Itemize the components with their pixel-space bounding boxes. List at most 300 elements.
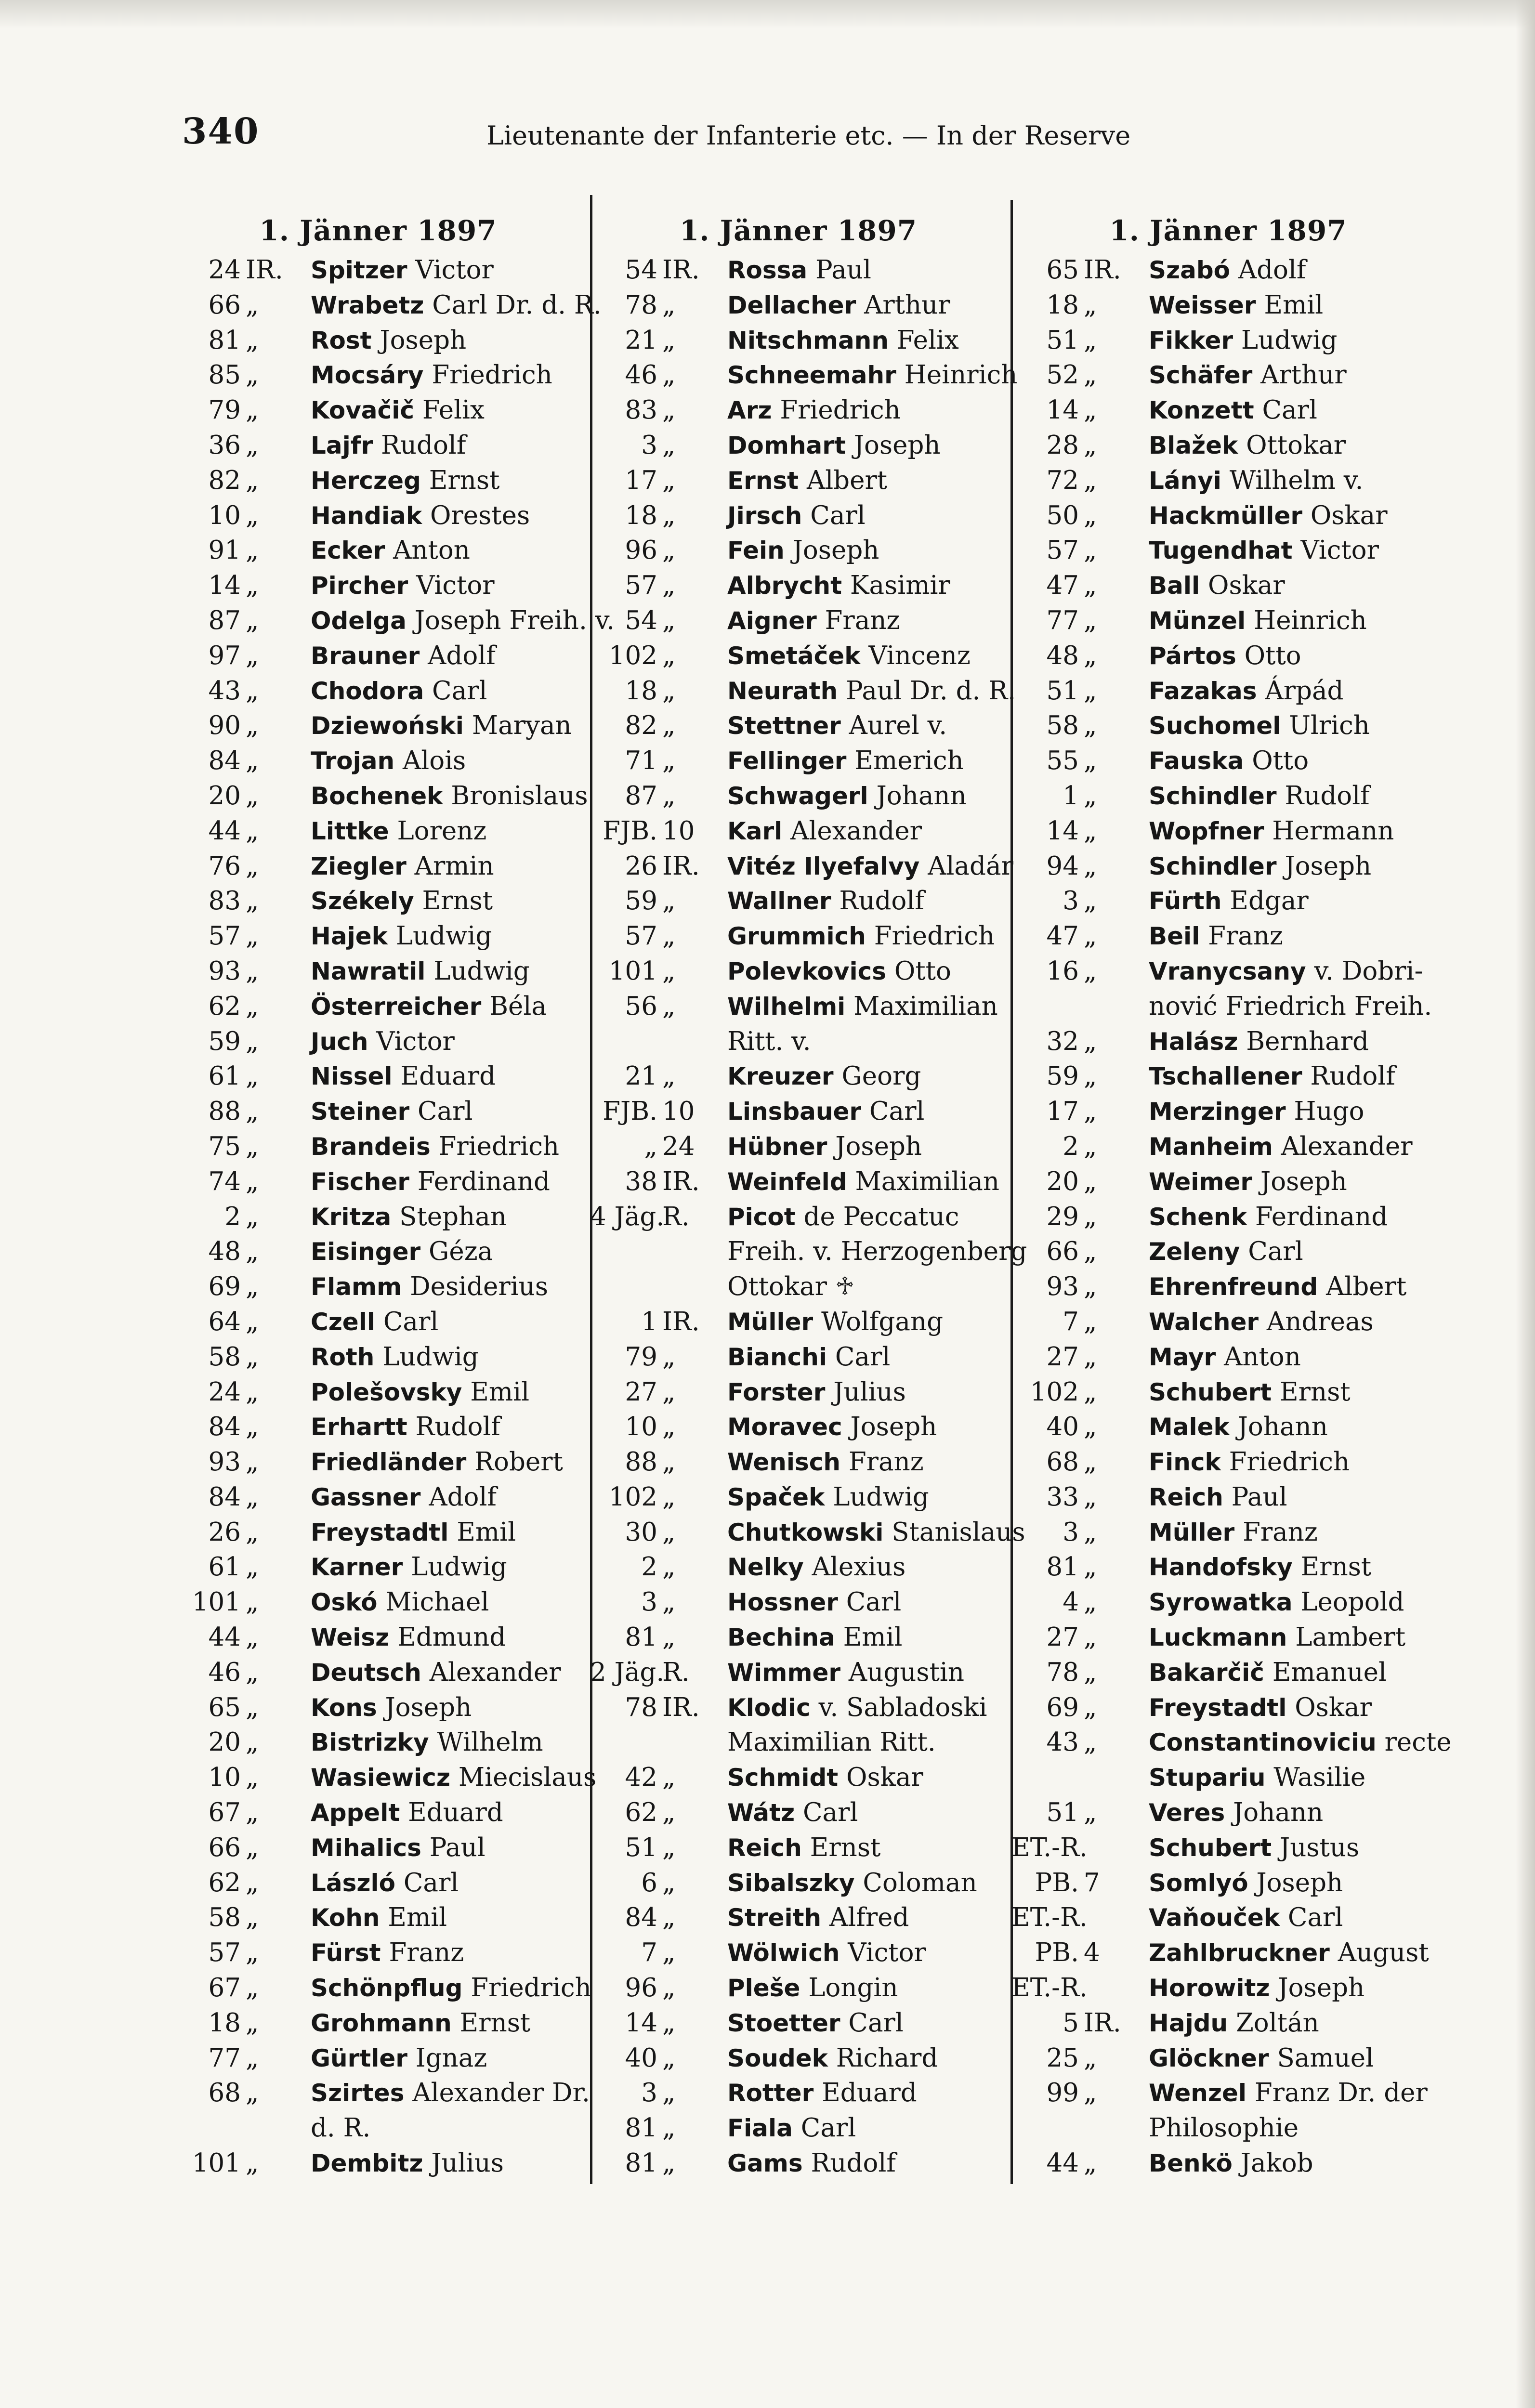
surname: Lányi bbox=[1149, 466, 1221, 495]
given-name: Carl Dr. d. R. bbox=[432, 290, 602, 320]
list-item bbox=[1011, 1129, 1445, 1165]
running-head: Lieutenante der Infanterie etc. — In der Reserve bbox=[486, 120, 1131, 151]
unit-abbrev: „ bbox=[1084, 886, 1097, 916]
given-name: Paul bbox=[1231, 1482, 1287, 1512]
list-item bbox=[173, 708, 583, 744]
list-item bbox=[173, 1760, 597, 1795]
surname: Luckmann bbox=[1149, 1623, 1287, 1652]
list-item bbox=[173, 1936, 583, 1971]
surname: Fiala bbox=[727, 2114, 793, 2143]
regiment-number: 48 bbox=[208, 1237, 241, 1267]
surname: Weimer bbox=[1149, 1167, 1253, 1196]
list-item bbox=[590, 463, 1007, 498]
officer-name bbox=[1149, 2076, 1428, 2111]
surname: Dziewoński bbox=[311, 712, 464, 740]
given-name: Ottokar bbox=[1246, 430, 1346, 460]
regiment-number: „ bbox=[644, 1131, 657, 1161]
regiment-number: 102 bbox=[1030, 1377, 1079, 1407]
surname: Wátz bbox=[727, 1799, 795, 1827]
regiment-number: 50 bbox=[1046, 500, 1079, 530]
unit-abbrev: „ bbox=[1084, 2078, 1097, 2108]
officer-name bbox=[727, 954, 951, 989]
officer-name bbox=[727, 2041, 938, 2076]
list-item bbox=[1011, 323, 1445, 358]
surname: Smetáček bbox=[727, 641, 861, 670]
unit-abbrev: „ bbox=[246, 676, 259, 706]
unit-abbrev: IR. bbox=[1084, 255, 1121, 285]
officer-name bbox=[727, 1620, 902, 1655]
list-item bbox=[590, 2146, 1007, 2181]
unit-abbrev: „ bbox=[1084, 325, 1097, 355]
given-name: Freih. v. Herzogenberg bbox=[727, 1237, 1027, 1267]
list-item bbox=[590, 323, 1007, 358]
list-item bbox=[1011, 919, 1445, 954]
list-item bbox=[590, 288, 1007, 323]
regiment-number: 43 bbox=[1046, 1727, 1079, 1757]
list-item bbox=[173, 2006, 583, 2041]
officer-name bbox=[1149, 1269, 1406, 1305]
regiment-number: 48 bbox=[1046, 641, 1079, 670]
given-name: Leopold bbox=[1300, 1587, 1404, 1617]
unit-abbrev: „ bbox=[246, 605, 259, 635]
unit-abbrev: „ bbox=[246, 500, 259, 530]
unit-abbrev: „ bbox=[246, 1026, 259, 1056]
given-name: Emanuel bbox=[1272, 1657, 1387, 1687]
surname: Müller bbox=[1149, 1518, 1235, 1546]
column-heading: 1. Jänner 1897 bbox=[679, 214, 918, 247]
surname: Schäfer bbox=[1149, 361, 1253, 390]
unit-abbrev: „ bbox=[1084, 641, 1097, 670]
unit-abbrev: „ bbox=[246, 1763, 259, 1793]
unit-abbrev: „ bbox=[246, 536, 259, 565]
officer-name bbox=[1149, 989, 1432, 1024]
surname: Malek bbox=[1149, 1413, 1230, 1441]
surname: Reich bbox=[727, 1833, 802, 1862]
list-item bbox=[1011, 1410, 1445, 1445]
given-name: Edgar bbox=[1230, 886, 1309, 916]
officer-name bbox=[1149, 1129, 1413, 1165]
regiment-number: 85 bbox=[208, 360, 241, 390]
officer-name bbox=[311, 1795, 503, 1831]
surname: Kovačič bbox=[311, 396, 414, 425]
surname: Suchomel bbox=[1149, 712, 1281, 740]
given-name: Felix bbox=[896, 325, 959, 355]
list-item bbox=[173, 393, 583, 428]
officer-name bbox=[727, 1024, 811, 1060]
given-name: Rudolf bbox=[381, 430, 466, 460]
surname: Schindler bbox=[1149, 782, 1277, 810]
surname: Flamm bbox=[311, 1273, 402, 1301]
officer-name bbox=[727, 568, 950, 603]
officer-name bbox=[727, 1200, 959, 1235]
unit-abbrev: „ bbox=[246, 1692, 259, 1722]
surname: Veres bbox=[1149, 1799, 1225, 1827]
unit-abbrev: „ bbox=[1084, 1798, 1097, 1828]
given-name: Franz Dr. der bbox=[1254, 2078, 1428, 2108]
regiment-number: 77 bbox=[208, 2043, 241, 2073]
list-item bbox=[1011, 1305, 1445, 1340]
unit-abbrev: „ bbox=[662, 1868, 676, 1898]
surname: Deutsch bbox=[311, 1658, 421, 1687]
officer-name bbox=[311, 393, 485, 428]
given-name: Eduard bbox=[400, 1061, 496, 1091]
officer-name bbox=[311, 1900, 447, 1936]
given-name: Béla bbox=[489, 991, 547, 1021]
officer-name bbox=[727, 919, 995, 954]
given-name: Ernst bbox=[429, 465, 500, 495]
unit-abbrev: „ bbox=[246, 1657, 259, 1687]
given-name: Michael bbox=[385, 1587, 489, 1617]
page-number: 340 bbox=[182, 111, 260, 152]
given-name: Victor bbox=[1300, 536, 1379, 565]
regiment-number: 2 bbox=[1063, 1131, 1079, 1161]
unit-abbrev: „ bbox=[1084, 1097, 1097, 1126]
officer-name bbox=[311, 1269, 548, 1305]
unit-abbrev: „ bbox=[246, 1938, 259, 1968]
officer-name bbox=[1149, 919, 1283, 954]
regiment-number: 38 bbox=[625, 1166, 657, 1196]
entry-list bbox=[1011, 253, 1452, 2181]
officer-name bbox=[727, 639, 971, 674]
list-item bbox=[1011, 954, 1445, 989]
list-item bbox=[173, 428, 583, 463]
unit-abbrev: „ bbox=[1084, 1552, 1097, 1582]
officer-name bbox=[727, 989, 998, 1024]
unit-abbrev: „ bbox=[662, 360, 676, 390]
list-item bbox=[590, 1585, 1007, 1620]
regiment-number: 79 bbox=[208, 395, 241, 425]
regiment-number: 58 bbox=[1046, 711, 1079, 741]
unit-abbrev: „ bbox=[1084, 571, 1097, 601]
surname: Mihalics bbox=[311, 1833, 421, 1862]
officer-name bbox=[311, 323, 466, 358]
regiment-number: 84 bbox=[208, 1412, 241, 1442]
list-item bbox=[590, 884, 1007, 919]
surname: Neurath bbox=[727, 677, 838, 705]
regiment-number: 97 bbox=[208, 641, 241, 670]
unit-abbrev: „ bbox=[1084, 360, 1097, 390]
surname: Rost bbox=[311, 326, 372, 354]
regiment-number: ET.-R. bbox=[1011, 1903, 1088, 1933]
unit-abbrev: „ bbox=[662, 1377, 676, 1407]
officer-name bbox=[311, 1515, 516, 1550]
surname: Bianchi bbox=[727, 1343, 827, 1371]
given-name: Wilhelm v. bbox=[1229, 465, 1364, 495]
list-item bbox=[590, 1340, 1007, 1375]
regiment-number: 17 bbox=[1046, 1097, 1079, 1126]
list-item bbox=[173, 884, 583, 919]
column-3 bbox=[1011, 214, 1452, 2181]
regiment-number: 57 bbox=[208, 921, 241, 951]
list-item bbox=[173, 919, 583, 954]
surname: Schenk bbox=[1149, 1203, 1247, 1231]
surname: Nelky bbox=[727, 1553, 804, 1582]
unit-abbrev: „ bbox=[1084, 816, 1097, 846]
surname: Stoetter bbox=[727, 2009, 840, 2037]
given-name: Carl bbox=[432, 676, 487, 706]
given-name: Ernst bbox=[810, 1832, 881, 1862]
unit-abbrev: „ bbox=[1084, 2043, 1097, 2073]
list-item bbox=[1011, 1515, 1445, 1550]
given-name: Joseph bbox=[792, 536, 879, 565]
list-item bbox=[590, 1620, 1007, 1655]
regiment-number: 3 bbox=[641, 1587, 657, 1617]
regiment-number: 68 bbox=[1046, 1447, 1079, 1477]
surname: Klodic bbox=[727, 1693, 811, 1722]
officer-name bbox=[1149, 1831, 1359, 1866]
given-name: Victor bbox=[376, 1026, 455, 1056]
officer-name bbox=[311, 1936, 464, 1971]
surname: Polešovsky bbox=[311, 1378, 462, 1406]
officer-name bbox=[727, 498, 866, 534]
regiment-number: 99 bbox=[1046, 2078, 1079, 2108]
given-name: Emil bbox=[843, 1623, 903, 1652]
given-name: Friedrich bbox=[432, 360, 552, 390]
list-item bbox=[1011, 1480, 1445, 1515]
officer-name bbox=[311, 1725, 543, 1760]
surname: Halász bbox=[1149, 1027, 1238, 1056]
list-item bbox=[173, 1725, 583, 1760]
list-item bbox=[1011, 708, 1445, 744]
surname: Chutkowski bbox=[727, 1518, 884, 1546]
surname: Freystadtl bbox=[311, 1518, 449, 1546]
unit-abbrev: „ bbox=[246, 2148, 259, 2178]
list-item bbox=[590, 2041, 1007, 2076]
officer-name bbox=[311, 1094, 472, 1129]
regiment-number: 47 bbox=[1046, 571, 1079, 601]
list-item bbox=[590, 603, 1007, 639]
given-name: Kasimir bbox=[850, 571, 950, 601]
given-name: Ludwig bbox=[833, 1482, 929, 1512]
surname: Tschallener bbox=[1149, 1062, 1302, 1091]
list-item bbox=[590, 919, 1007, 954]
list-item bbox=[1011, 989, 1445, 1024]
unit-abbrev: „ bbox=[1084, 676, 1097, 706]
unit-abbrev: „ bbox=[246, 956, 259, 986]
unit-abbrev: „ bbox=[1084, 1272, 1097, 1302]
unit-abbrev: „ bbox=[1084, 1587, 1097, 1617]
unit-abbrev: „ bbox=[1084, 1657, 1097, 1687]
given-name: Carl bbox=[802, 1798, 858, 1828]
list-item bbox=[590, 1795, 1007, 1831]
regiment-number: FJB. bbox=[603, 1097, 657, 1126]
surname: Schindler bbox=[1149, 852, 1277, 880]
unit-abbrev: „ bbox=[662, 1798, 676, 1828]
list-item bbox=[173, 1690, 583, 1726]
surname: Domhart bbox=[727, 431, 846, 459]
regiment-number: 40 bbox=[625, 2043, 657, 2073]
unit-abbrev: „ bbox=[1084, 711, 1097, 741]
regiment-number: 102 bbox=[608, 641, 657, 670]
officer-name bbox=[727, 1305, 943, 1340]
officer-name bbox=[1149, 849, 1371, 884]
regiment-number: 54 bbox=[625, 255, 657, 285]
regiment-number: 91 bbox=[208, 536, 241, 565]
list-item bbox=[1011, 2076, 1445, 2111]
given-name: Edmund bbox=[397, 1623, 506, 1652]
list-item bbox=[590, 1059, 1007, 1094]
regiment-number: 69 bbox=[208, 1272, 241, 1302]
column-heading: 1. Jänner 1897 bbox=[1109, 214, 1347, 247]
officer-name bbox=[1149, 1234, 1303, 1269]
surname: Fikker bbox=[1149, 326, 1233, 354]
surname: Herczeg bbox=[311, 466, 421, 495]
officer-name bbox=[1149, 954, 1423, 989]
unit-abbrev: IR. bbox=[246, 255, 283, 285]
surname: Wrabetz bbox=[311, 291, 424, 319]
given-name: Ritt. v. bbox=[727, 1026, 811, 1056]
list-item bbox=[1011, 1725, 1452, 1760]
regiment-number: 56 bbox=[625, 991, 657, 1021]
given-name: Lorenz bbox=[397, 816, 487, 846]
given-name: Eduard bbox=[408, 1798, 503, 1828]
list-item bbox=[590, 989, 1007, 1024]
unit-abbrev: „ bbox=[1084, 921, 1097, 951]
given-name: Aurel v. bbox=[849, 711, 947, 741]
surname: Schubert bbox=[1149, 1378, 1272, 1406]
surname: Reich bbox=[1149, 1483, 1223, 1511]
officer-name bbox=[311, 1655, 561, 1690]
officer-name bbox=[1149, 1480, 1287, 1515]
given-name: Bronislaus bbox=[451, 781, 588, 811]
officer-name bbox=[1149, 779, 1370, 814]
list-item bbox=[590, 674, 1016, 709]
list-item bbox=[590, 1480, 1007, 1515]
regiment-number: 21 bbox=[625, 325, 657, 355]
surname: Wilhelmi bbox=[727, 992, 846, 1021]
given-name: Eduard bbox=[822, 2078, 917, 2108]
officer-name bbox=[727, 2111, 856, 2146]
officer-name bbox=[727, 1129, 922, 1165]
officer-name bbox=[1149, 2146, 1313, 2181]
given-name: d. R. bbox=[311, 2113, 371, 2143]
list-item bbox=[590, 1269, 1007, 1305]
surname: Nissel bbox=[311, 1062, 393, 1091]
surname: Wenzel bbox=[1149, 2079, 1247, 2107]
regiment-number: 90 bbox=[208, 711, 241, 741]
surname: Albrycht bbox=[727, 572, 842, 600]
given-name: Carl bbox=[810, 500, 866, 530]
given-name: Ferdinand bbox=[1255, 1202, 1388, 1231]
officer-name bbox=[311, 253, 494, 288]
unit-abbrev: IR. bbox=[662, 1692, 700, 1722]
list-item bbox=[173, 1445, 583, 1480]
surname: Handiak bbox=[311, 501, 422, 530]
regiment-number: 59 bbox=[625, 886, 657, 916]
list-item bbox=[1011, 1234, 1445, 1269]
officer-name bbox=[311, 2146, 504, 2181]
given-name: Maximilian bbox=[855, 1166, 1000, 1196]
surname: Wölwich bbox=[727, 1939, 840, 1967]
given-name: Julius bbox=[431, 2148, 504, 2178]
unit-abbrev: „ bbox=[1084, 1202, 1097, 1231]
list-item bbox=[1011, 1585, 1445, 1620]
officer-name bbox=[727, 1445, 924, 1480]
given-name: August bbox=[1338, 1938, 1429, 1968]
regiment-number: 61 bbox=[208, 1061, 241, 1091]
officer-name bbox=[1149, 1655, 1387, 1690]
list-item bbox=[1011, 744, 1445, 779]
regiment-number: PB. bbox=[1035, 1868, 1079, 1898]
surname: Brauner bbox=[311, 641, 420, 670]
surname: Stettner bbox=[727, 712, 841, 740]
given-name: Friedrich bbox=[438, 1131, 560, 1161]
surname: Beil bbox=[1149, 922, 1200, 951]
surname: László bbox=[311, 1869, 395, 1897]
surname: Jirsch bbox=[727, 501, 802, 530]
given-name: Franz bbox=[1243, 1517, 1318, 1547]
list-item bbox=[590, 1831, 1007, 1866]
surname: Mayr bbox=[1149, 1343, 1216, 1371]
surname: Trojan bbox=[311, 747, 395, 775]
surname: Hajek bbox=[311, 922, 388, 951]
officer-name bbox=[1149, 639, 1301, 674]
regiment-number: 3 bbox=[1063, 886, 1079, 916]
given-name: Hugo bbox=[1294, 1097, 1364, 1126]
regiment-number: 27 bbox=[1046, 1623, 1079, 1652]
officer-name bbox=[1149, 1550, 1371, 1585]
given-name: Ludwig bbox=[382, 1342, 479, 1372]
officer-name bbox=[727, 323, 959, 358]
unit-abbrev: „ bbox=[1084, 1307, 1097, 1336]
given-name: recte bbox=[1384, 1727, 1452, 1757]
unit-abbrev: „ bbox=[662, 711, 676, 741]
officer-name bbox=[311, 2041, 487, 2076]
surname: Soudek bbox=[727, 2044, 828, 2072]
list-item bbox=[1011, 603, 1445, 639]
officer-name bbox=[727, 358, 1017, 393]
unit-abbrev: R. bbox=[662, 1202, 690, 1231]
unit-abbrev: „ bbox=[662, 956, 676, 986]
regiment-number: 75 bbox=[208, 1131, 241, 1161]
given-name: Maximilian bbox=[853, 991, 998, 1021]
officer-name bbox=[311, 954, 530, 989]
unit-abbrev: „ bbox=[662, 2008, 676, 2038]
officer-name bbox=[311, 814, 486, 849]
list-item bbox=[590, 253, 1007, 288]
surname: Bistrizky bbox=[311, 1728, 429, 1757]
given-name: Joseph bbox=[380, 325, 467, 355]
surname: Somlyó bbox=[1149, 1869, 1248, 1897]
unit-abbrev: „ bbox=[662, 290, 676, 320]
unit-abbrev: „ bbox=[1084, 781, 1097, 811]
surname: Gams bbox=[727, 2149, 803, 2178]
regiment-number: 4 Jäg. bbox=[590, 1202, 665, 1231]
officer-name bbox=[311, 744, 466, 779]
list-item bbox=[590, 1094, 1007, 1129]
officer-name bbox=[1149, 1585, 1404, 1620]
officer-name bbox=[311, 358, 552, 393]
list-item bbox=[1011, 1936, 1445, 1971]
surname: Schubert bbox=[1149, 1833, 1272, 1862]
given-name: Emil bbox=[470, 1377, 530, 1407]
regiment-number: 72 bbox=[1046, 465, 1079, 495]
unit-abbrev: „ bbox=[246, 1903, 259, 1933]
officer-name bbox=[727, 708, 947, 744]
officer-name bbox=[311, 1165, 550, 1200]
unit-abbrev: „ bbox=[662, 1412, 676, 1442]
given-name: Felix bbox=[422, 395, 485, 425]
list-item bbox=[1011, 1200, 1445, 1235]
officer-name bbox=[727, 1550, 905, 1585]
unit-abbrev: „ bbox=[246, 1727, 259, 1757]
officer-name bbox=[1149, 1620, 1405, 1655]
regiment-number: 4 bbox=[1063, 1587, 1079, 1617]
given-name: Friedrich bbox=[471, 1973, 591, 2003]
list-item bbox=[1011, 849, 1445, 884]
list-item bbox=[173, 1795, 583, 1831]
list-item bbox=[173, 358, 583, 393]
